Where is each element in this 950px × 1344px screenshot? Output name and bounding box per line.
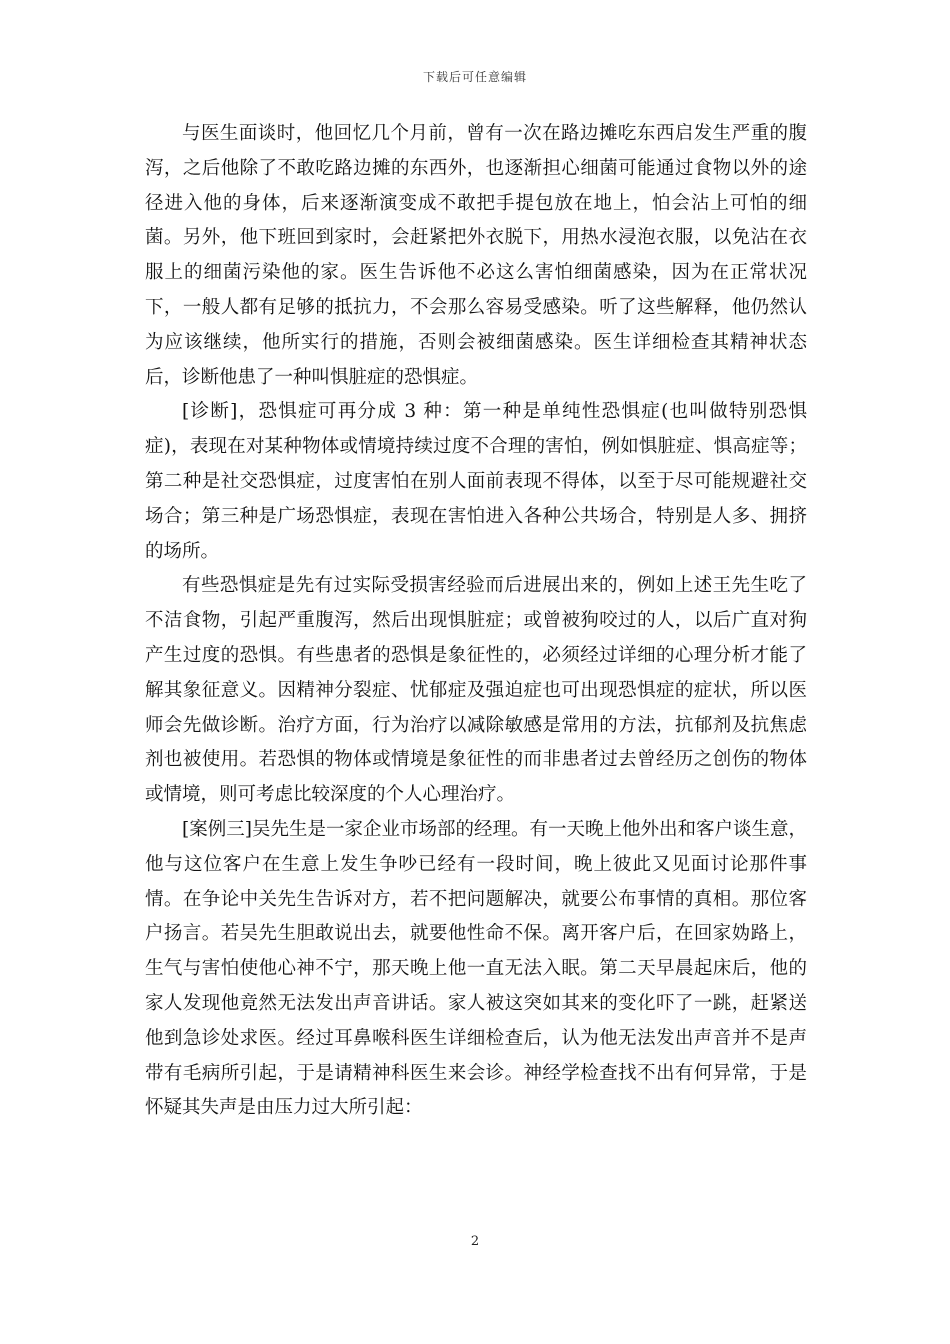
paragraph-diagnosis: [诊断]，恐惧症可再分成 3 种：第一种是单纯性恐惧症(也叫做特别恐惧症)，表现在对某种物体或情境持续过度不合理的害怕，例如惧脏症、惧高症等；第二种是社交恐惧症，过度害怕在别人面前表现不得体，以至于尽可能规避社交场合；第三种是广场恐惧症，表现在害怕进入各种公共场合，特别是人多、拥挤的场所。 bbox=[145, 401, 807, 562]
paragraph-etiology-treatment: 有些恐惧症是先有过实际受损害经验而后进展出来的，例如上述王先生吃了不洁食物，引起严重腹泻，然后出现惧脏症；或曾被狗咬过的人，以后广直对狗产生过度的恐惧。有些患者的恐惧是象征性的，必须经过详细的心理分析才能了解其象征意义。因精神分裂症、忧郁症及强迫症也可出现恐惧症的症状，所以医师会先做诊断。治疗方面，行为治疗以减除敏感是常用的方法，抗郁剂及抗焦虑剂也被使用。若恐惧的物体或情境是象征性的而非患者过去曾经历之创伤的物体或情境，则可考虑比较深度的个人心理治疗。 bbox=[145, 575, 807, 806]
paragraph-case-three: [案例三]吴先生是一家企业市场部的经理。有一天晚上他外出和客户谈生意，他与这位客户在生意上发生争吵已经有一段时间，晚上彼此又见面讨论那件事情。在争论中关先生告诉对方，若不把问题解决，就要公布事情的真相。那位客户扬言。若吴先生胆敢说出去，就要他性命不保。离开客户后，在回家妫路上，生气与害怕使他心神不宁，那天晚上他一直无法入眠。第二天早晨起床后，他的家人发现他竟然无法发出声音讲话。家人被这突如其来的变化吓了一跳，赶紧送他到急诊处求医。经过耳鼻喉科医生详细检查后，认为他无法发出声音并不是声带有毛病所引起，于是请精神科医生来会诊。神经学检查找不出有何异常，于是怀疑其失声是由压力过大所引起： bbox=[145, 818, 807, 1119]
page-header: 下载后可任意编辑 bbox=[422, 70, 527, 84]
paragraph-interview: 与医生面谈时，他回忆几个月前，曾有一次在路边摊吃东西启发生严重的腹泻，之后他除了不敢吃路边摊的东西外，也逐渐担心细菌可能通过食物以外的途径进入他的身体，后来逐渐演变成不敢把手提包放在地上，怕会沾上可怕的细菌。另外，他下班回到家时，会赶紧把外衣脱下，用热水浸泡衣服，以免沾在衣服上的细菌污染他的家。医生告诉他不必这么害怕细菌感染，因为在正常状况下，一般人都有足够的抵抗力，不会那么容易受感染。听了这些解释，他仍然认为应该继续，他所实行的措施，否则会被细菌感染。医生详细检查其精神状态后，诊断他患了一种叫惧脏症的恐惧症。 bbox=[145, 123, 807, 388]
page-number: 2 bbox=[470, 1234, 480, 1249]
document-body bbox=[145, 117, 807, 1126]
